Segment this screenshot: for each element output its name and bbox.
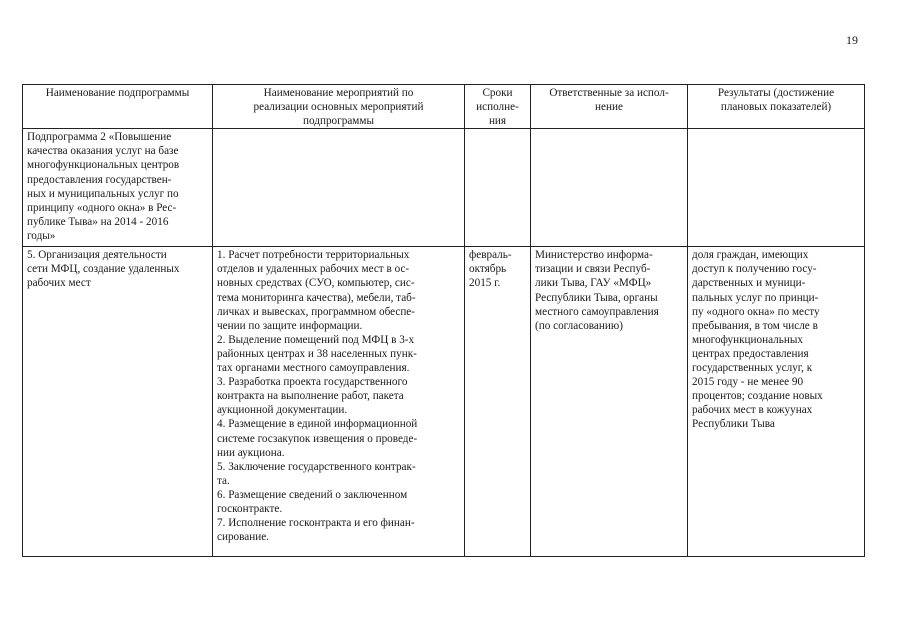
task-name-cell: 5. Организация деятельности сети МФЦ, создание удаленных рабочих мест — [23, 247, 213, 557]
activity-item: 3. Разработка проекта государственного контракта на выполнение работ, пакета аукционной документации. — [217, 376, 408, 417]
empty-cell — [465, 129, 531, 247]
empty-cell — [213, 129, 465, 247]
page-number: 19 — [846, 33, 858, 47]
deadline-cell: февраль- октябрь 2015 г. — [465, 247, 531, 557]
header-responsible: Ответственные за испол- нение — [531, 85, 688, 129]
activities-cell — [213, 247, 465, 557]
empty-cell — [688, 129, 865, 247]
results-cell: доля граждан, имеющих доступ к получению госу- дарственных и муници- пальных услуг по принци- пу «одного окна» по месту пребывания, в том числе в многофункциональных центрах предоставления государственных услуг, к 2015 году - не менее 90 процентов; создание новых рабочих мест в кожуунах Республики Тыва — [688, 247, 865, 557]
subprogram-title-cell: Подпрограмма 2 «Повышение качества оказания услуг на базе многофункциональных центров предоставления государствен- ных и муниципальных услуг по принципу «одного окна» в Рес- публике Тыва» на 2014 - 2016 годы» — [23, 129, 213, 247]
header-deadline: Сроки исполне- ния — [465, 85, 531, 129]
header-results: Результаты (достижение плановых показателей) — [688, 85, 865, 129]
header-subprogram-name: Наименование подпрограммы — [23, 85, 213, 129]
responsible-cell: Министерство информа- тизации и связи Респуб- лики Тыва, ГАУ «МФЦ» Республики Тыва, органы местного самоуправления (по согласованию) — [531, 247, 688, 557]
table-row — [23, 129, 865, 247]
activity-item: 4. Размещение в единой информационной системе госзакупок извещения о проведе- нии аукциона. — [217, 418, 418, 459]
subprogram-table — [22, 84, 865, 557]
activity-item: 5. Заключение государственного контрак- та. — [217, 460, 416, 487]
empty-cell — [531, 129, 688, 247]
activity-item: 1. Расчет потребности территориальных отделов и удаленных рабочих мест в ос- новных средствах (СУО, компьютер, сис- тема мониторинга качества), мебели, таб- личках и вывесках, программном обеспе- чении по защите информации. — [217, 249, 416, 332]
activity-item: 2. Выделение помещений под МФЦ в 3-х районных центрах и 38 населенных пунк- тах органами местного самоуправления. — [217, 333, 417, 375]
table-row — [23, 247, 865, 557]
header-activities: Наименование мероприятий по реализации основных мероприятий подпрограммы — [213, 85, 465, 129]
activity-item: 6. Размещение сведений о заключенном госконтракте. — [217, 488, 408, 515]
table-header-row — [23, 85, 865, 129]
activity-item: 7. Исполнение госконтракта и его финан- сирование. — [217, 517, 415, 544]
